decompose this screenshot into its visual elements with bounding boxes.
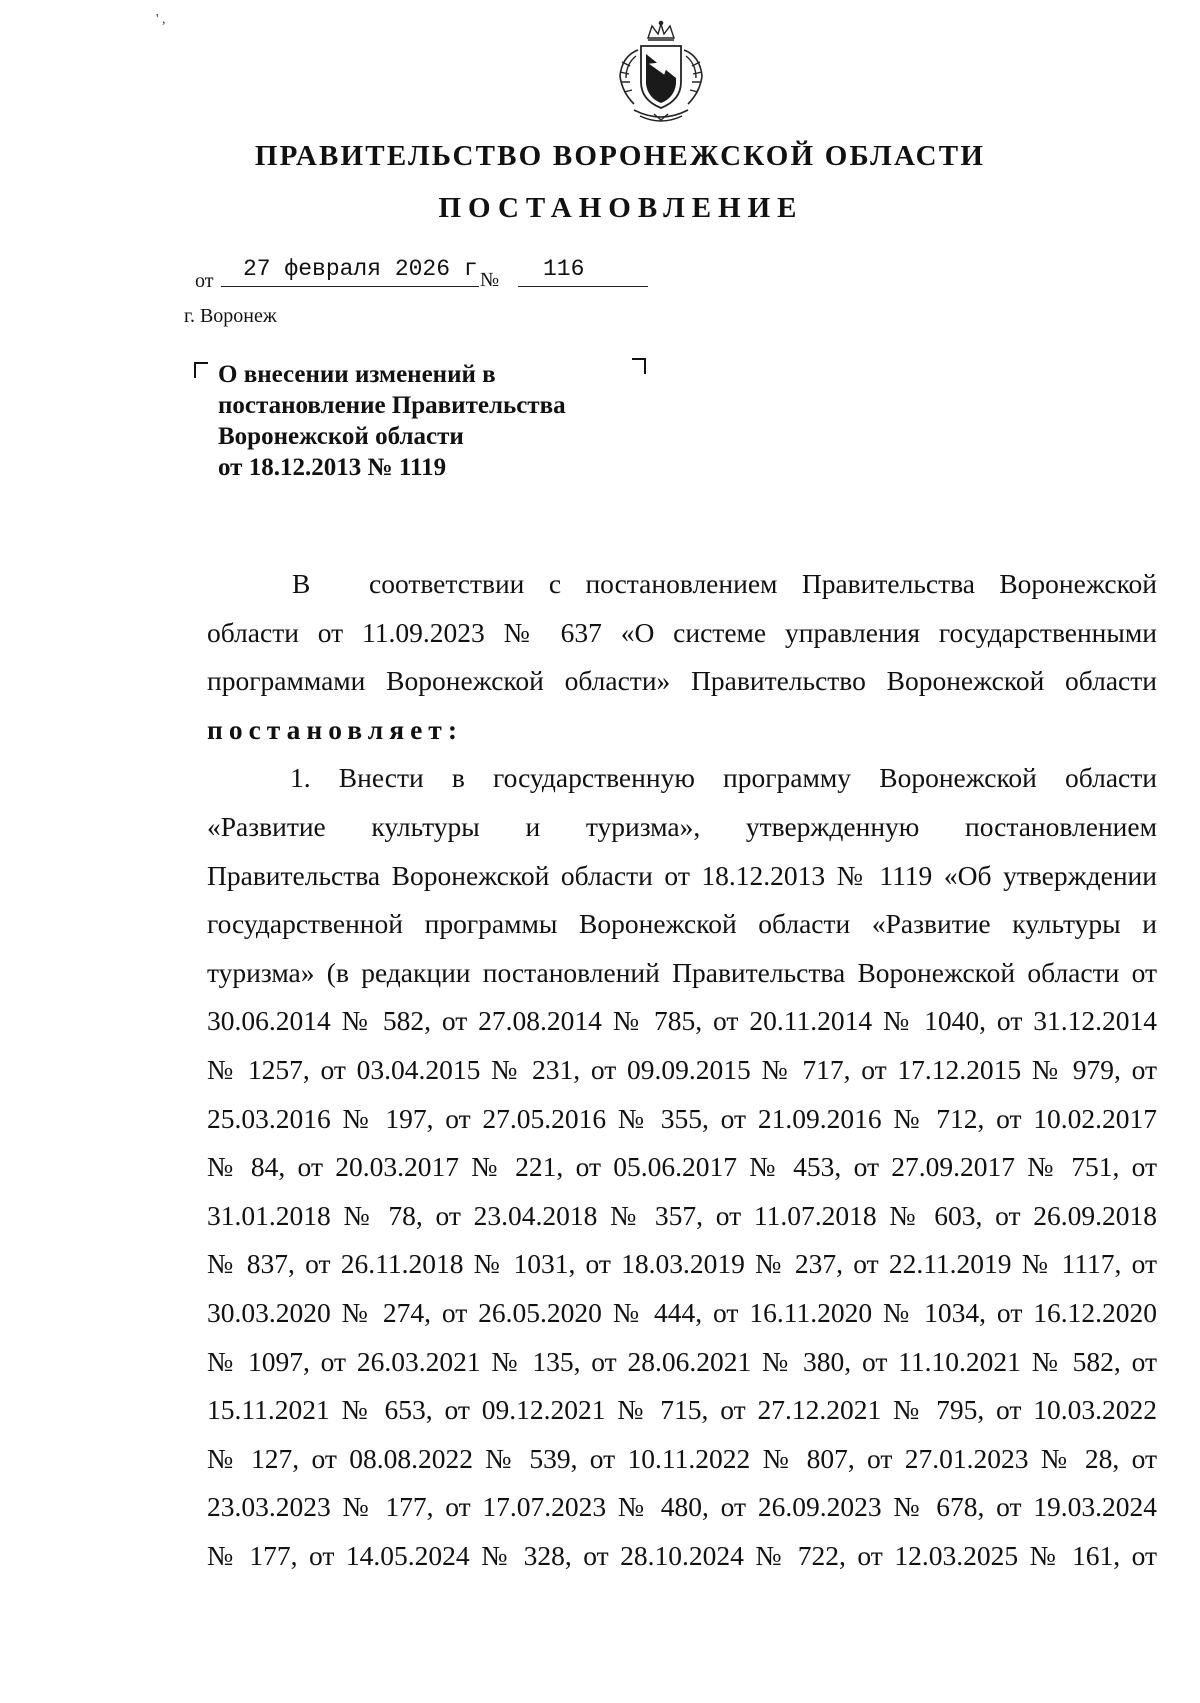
body-line: № 177, от 14.05.2024 № 328, от 28.10.2024 № 722, от 12.03.2025 № 161, от: [207, 1539, 1157, 1571]
body-line: № 837, от 26.11.2018 № 1031, от 18.03.2019 № 237, от 22.11.2019 № 1117, от: [207, 1248, 1157, 1280]
date-value: 27 февраля 2026 г: [243, 256, 478, 282]
body-line: № 127, от 08.08.2022 № 539, от 10.11.2022 № 807, от 27.01.2023 № 28, от: [207, 1442, 1157, 1474]
body-line: области от 11.09.2023 № 637 «О системе управления государственными: [207, 616, 1157, 648]
scan-tick-marks: ' ,: [156, 12, 166, 27]
body-line: 30.06.2014 № 582, от 27.08.2014 № 785, от 20.11.2014 № 1040, от 31.12.2014: [207, 1005, 1157, 1037]
body-line: Правительства Воронежской области от 18.12.2013 № 1119 «Об утверждении: [207, 859, 1157, 891]
body-line: 25.03.2016 № 197, от 27.05.2016 № 355, от 21.09.2016 № 712, от 10.02.2017: [207, 1102, 1157, 1134]
body-line: № 1257, от 03.04.2015 № 231, от 09.09.2015 № 717, от 17.12.2015 № 979, от: [207, 1053, 1157, 1085]
number-label: №: [480, 269, 500, 291]
body-line-rest: соответствии с постановлением Правительства Воронежской: [369, 568, 1157, 599]
body-line: государственной программы Воронежской области «Развитие культуры и: [207, 908, 1157, 940]
document-type: ПОСТАНОВЛЕНИЕ: [438, 192, 804, 224]
paragraph-1-start: 1. Внести в государственную программу Воронежской области: [290, 762, 1157, 794]
body-line: 30.03.2020 № 274, от 26.05.2020 № 444, от 16.11.2020 № 1034, от 16.12.2020: [207, 1296, 1157, 1328]
number-field: [518, 256, 648, 287]
body-line: № 1097, от 26.03.2021 № 135, от 28.06.2021 № 380, от 11.10.2021 № 582, от: [207, 1345, 1157, 1377]
body-line: 31.01.2018 № 78, от 23.04.2018 № 357, от 11.07.2018 № 603, от 26.09.2018: [207, 1199, 1157, 1231]
body-line: 15.11.2021 № 653, от 09.12.2021 № 715, от 27.12.2021 № 795, от 10.03.2022: [207, 1394, 1157, 1426]
subject-line: от 18.12.2013 № 1119: [218, 454, 447, 481]
decree-line: [207, 706, 1157, 755]
authority-title: ПРАВИТЕЛЬСТВО ВОРОНЕЖСКОЙ ОБЛАСТИ: [254, 140, 986, 172]
document-subject: [218, 359, 658, 483]
number-value: 116: [543, 256, 585, 282]
body-line: туризма» (в редакции постановлений Правительства Воронежской области от: [207, 956, 1157, 988]
date-field: [221, 256, 479, 287]
subject-bracket-left: [194, 362, 208, 378]
body-line: № 84, от 20.03.2017 № 221, от 05.06.2017 № 453, от 27.09.2017 № 751, от: [207, 1151, 1157, 1183]
body-line: «Развитие культуры и туризма», утвержденную постановлением: [207, 810, 1157, 842]
body-first-letter: В: [292, 568, 311, 599]
coat-of-arms-emblem: [608, 20, 714, 130]
body-line: 23.03.2023 № 177, от 17.07.2023 № 480, от 26.09.2023 № 678, от 19.03.2024: [207, 1491, 1157, 1523]
document-body: [207, 560, 1157, 1580]
from-label: от: [195, 270, 214, 292]
body-line: [207, 560, 1157, 609]
subject-line: постановление Правительства: [218, 392, 566, 419]
subject-line: Воронежской области: [218, 423, 464, 450]
body-line: программами Воронежской области» Правительство Воронежской области: [207, 665, 1157, 697]
subject-line: О внесении изменений в: [218, 361, 496, 388]
city-label: г. Воронеж: [184, 305, 277, 327]
decree-word: постановляет:: [207, 713, 463, 745]
